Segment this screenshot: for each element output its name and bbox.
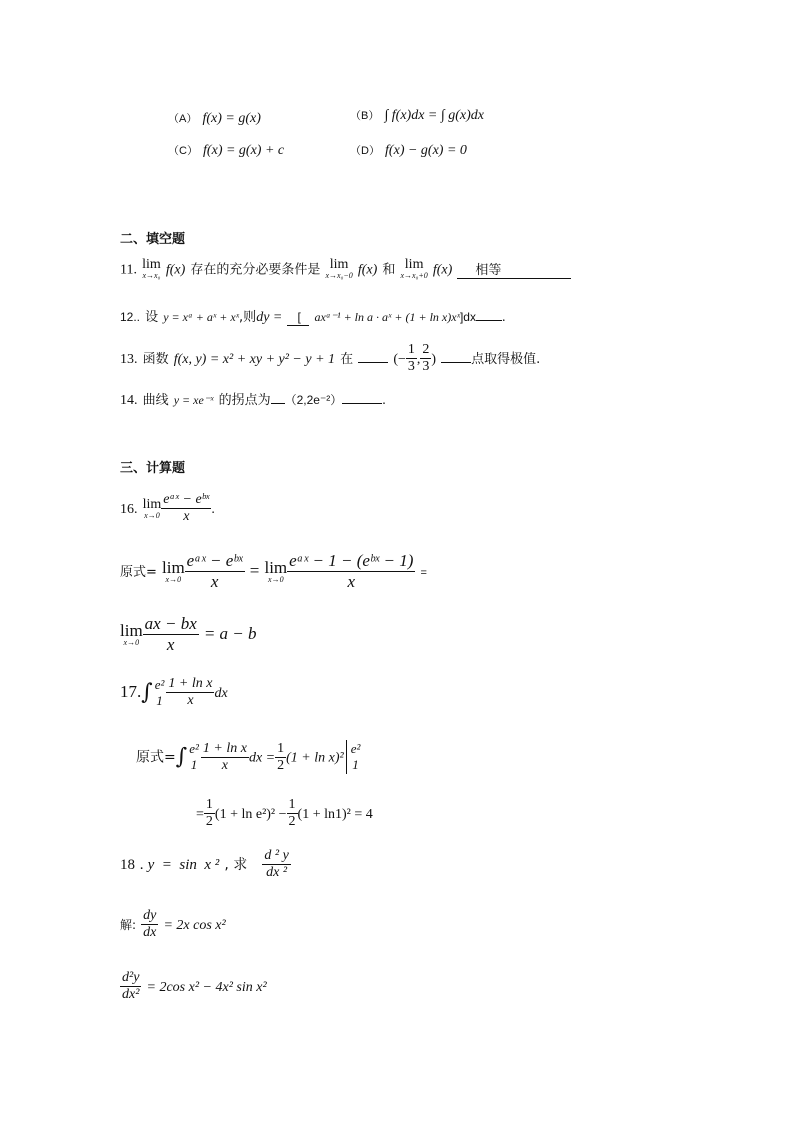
q16-solution-2 (120, 614, 257, 655)
q13-text1: 函数 (142, 352, 169, 367)
q11-lim-sub: x→x₀ (142, 271, 161, 280)
choice-d (350, 139, 467, 159)
q17-sol-fraction: $\frac{\text{1 + ln x}}{x}$ (202, 740, 247, 773)
q11-fx-left: f(x) (357, 262, 378, 278)
q16-sol-prefix: 原式= (120, 565, 157, 580)
section-3-title: 三、计算题 (120, 461, 186, 476)
q17-sol-expr: (1 + ln x)² (286, 750, 344, 766)
q18-sol2-rhs: = 2cos x² − 4x² sin x² (146, 980, 267, 995)
q16-solution-1 (120, 551, 427, 592)
q16-sol2-rhs: = a − b (203, 624, 257, 643)
choice-b (350, 104, 484, 124)
q16-sol2-lim-sub: x→0 (123, 638, 140, 647)
q18-solution-1 (120, 908, 226, 941)
q11-fx: f(x) (165, 262, 186, 278)
q13-answer-close: ) (431, 352, 437, 367)
q11-answer: 相等 (457, 259, 571, 279)
q11-lim-left-sub: x→x₀−0 (325, 271, 353, 280)
q17-sol2-term-1: (1 + ln e²)² − (214, 807, 287, 822)
q11-lim-right-sub: x→x₀+0 (400, 271, 428, 280)
q13-fraction-2: $\frac{2}{3}$ (422, 342, 430, 374)
question-17 (120, 676, 228, 709)
q11-and: 和 (382, 262, 396, 278)
q16-sol-fraction-2: $\frac{\text{eᵃˣ − 1 − (eᵇˣ − 1)}}{x}$ (289, 551, 414, 591)
choice-a-label: （A） (168, 113, 198, 125)
q17-sol2-eq: = (196, 807, 204, 822)
q16-sol2-fraction: $\frac{ax - bx}{x}$ (144, 614, 197, 654)
choice-d-label: （D） (350, 145, 380, 157)
q17-eval-bar (346, 740, 347, 774)
q13-answer-open: (− (393, 352, 406, 367)
q18-expr: . y = sin x ² (140, 857, 220, 873)
q18-fraction: $\frac{\text{d ² y}}{\text{dx ²}}$ (264, 848, 289, 880)
q11-text: 存在的充分必要条件是 (190, 262, 321, 278)
q18-text: , 求 (224, 857, 248, 873)
q11-lim: lim (142, 257, 161, 272)
q11-number: 11. (120, 262, 137, 278)
q12-equation: y = xᵃ + aˣ + xˣ (163, 310, 240, 324)
q16-sol-lim-1-sub: x→0 (165, 575, 182, 584)
q18-solution-2 (120, 970, 267, 1003)
q18-number: 18 (120, 857, 135, 873)
q12-answer-close: ]dx (459, 310, 476, 324)
q12-answer-open: [ (297, 310, 301, 324)
q17-sol-prefix: 原式= (136, 749, 176, 766)
q17-sol-bar-limits: e² 1 (350, 741, 361, 772)
choice-c-expr: f(x) = g(x) + c (203, 143, 285, 158)
q16-sol-fraction-1: $\frac{\text{eᵃˣ − eᵇˣ}}{x}$ (186, 551, 243, 591)
q16-sol-lim-2: lim (264, 558, 288, 577)
q11-lim-left: lim (329, 257, 349, 272)
q13-fraction-1: $\frac{1}{3}$ (407, 342, 415, 374)
q12-end: . (501, 310, 506, 325)
question-14 (120, 389, 386, 409)
choice-d-expr: f(x) − g(x) = 0 (385, 143, 467, 158)
q16-sol-tail: = (420, 567, 427, 579)
q16-sol-lim-1: lim (162, 558, 185, 577)
q16-number: 16. (120, 502, 138, 517)
q17-number: 17. (120, 682, 142, 701)
question-11 (120, 258, 571, 280)
q17-sol2-half-2: $\frac{1}{2}$ (288, 797, 296, 829)
q18-sol-label: 解: (120, 918, 137, 932)
q12-answer-expr: axᵃ⁻¹ + ln a · aˣ + (1 + ln x)xˣ (314, 310, 460, 324)
q17-sol-limits: e² 1 (189, 741, 199, 772)
q14-number: 14. (120, 393, 138, 408)
q11-lim-right: lim (404, 257, 424, 272)
question-13 (120, 342, 540, 375)
q18-sol-fraction: $\frac{dy}{dx}$ (143, 908, 157, 940)
q12-text1: 设 (145, 310, 159, 325)
q16-lim-sub: x→0 (144, 510, 160, 520)
q11-fx-right: f(x) (432, 262, 453, 278)
question-18 (120, 848, 291, 881)
q16-sol2-lim: lim (120, 621, 143, 640)
q17-sol-mid: dx = (248, 750, 276, 766)
q16-sol-equals: = (249, 561, 260, 580)
q14-text1: 曲线 (142, 393, 169, 408)
q17-limits: e² 1 (154, 676, 165, 708)
q12-text2: ,则 (239, 310, 257, 325)
q17-sol2-term-2: (1 + ln1)² = 4 (297, 807, 373, 822)
question-16 (120, 492, 215, 525)
choice-a-expr: f(x) = g(x) (202, 111, 261, 126)
q17-dx: dx (214, 686, 228, 701)
q16-end: . (211, 502, 215, 517)
q13-text2: 在 (340, 352, 354, 367)
q17-fraction: $\frac{\text{1 + ln x}}{x}$ (168, 676, 213, 708)
choice-b-expr: ∫ f(x)dx = ∫ g(x)dx (384, 108, 484, 123)
q13-expr: f(x, y) = x² + xy + y² − y + 1 (173, 352, 336, 367)
q13-comma: , (416, 352, 421, 367)
section-2-title: 二、填空题 (120, 232, 186, 247)
q17-integral-sign: ∫ (141, 680, 153, 705)
q13-text3: 点取得极值. (471, 352, 541, 367)
q16-fraction: $\frac{\text{eᵃˣ − eᵇˣ}}{x}$ (163, 492, 210, 524)
q16-lim: lim (142, 496, 162, 512)
q18-sol2-fraction: $\frac{\text{d²y}}{\text{dx²}}$ (122, 970, 140, 1002)
choice-a (168, 107, 261, 127)
q14-answer: （2,2e⁻²） (284, 393, 343, 407)
q17-sol2-half-1: $\frac{1}{2}$ (205, 797, 213, 829)
q13-number: 13. (120, 352, 138, 367)
q17-solution-2 (196, 797, 373, 830)
choice-c (168, 139, 284, 159)
q12-number: 12.. (120, 310, 141, 324)
q17-sol-integral-sign: ∫ (175, 744, 188, 770)
q18-sol-rhs: = 2x cos x² (163, 918, 226, 933)
q14-text2: 的拐点为 (218, 393, 271, 408)
q17-solution-1 (136, 740, 362, 774)
q14-end: . (382, 393, 386, 408)
q17-sol-half: $\frac{1}{2}$ (277, 740, 285, 773)
choice-c-label: （C） (168, 145, 198, 157)
q12-dy: dy = (256, 310, 283, 325)
q14-expr: y = xe⁻ˣ (173, 393, 214, 407)
q16-sol-lim-2-sub: x→0 (268, 575, 284, 584)
choice-b-label: （B） (350, 110, 380, 122)
question-12 (120, 306, 505, 326)
